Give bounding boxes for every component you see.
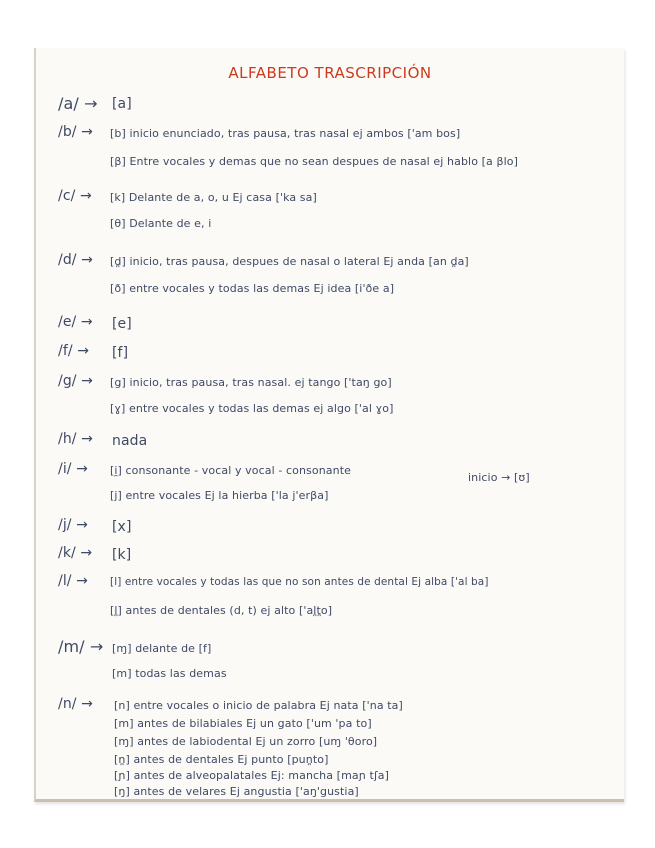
phoneme-j-rule-1: [x]: [112, 519, 132, 535]
phoneme-a-label: /a/ →: [58, 94, 98, 113]
phoneme-a-rule-1: [a]: [112, 96, 132, 112]
phoneme-d-rule-1: [d̪] inicio, tras pausa, despues de nasal o lateral Ej anda [an d̪a]: [110, 255, 469, 268]
phoneme-i-label: /i/ →: [58, 461, 89, 477]
phoneme-g-label: /g/ →: [58, 373, 94, 389]
phoneme-h-label: /h/ →: [58, 431, 93, 447]
phoneme-l-label: /l/ →: [58, 573, 89, 589]
phoneme-c-label: /c/ →: [58, 188, 92, 204]
phoneme-e-label: /e/ →: [58, 314, 93, 330]
phoneme-f-label: /f/ →: [58, 343, 90, 359]
phoneme-l-rule-2: [l̪] antes de dentales (d, t) ej alto ['al̪t̪o]: [110, 604, 333, 617]
phoneme-b-label: /b/ →: [58, 124, 94, 140]
phoneme-e-rule-1: [e]: [112, 316, 132, 332]
phoneme-f-rule-1: [f]: [112, 345, 129, 361]
page-title: ALFABETO TRASCRIPCIÓN: [228, 64, 432, 82]
phoneme-n-rule-6: [ŋ] antes de velares Ej angustia ['aŋ'gustia]: [114, 785, 359, 798]
phoneme-n-rule-4: [n̪] antes de dentales Ej punto [pun̪to]: [114, 753, 329, 766]
phoneme-n-rule-5: [ɲ] antes de alveopalatales Ej: mancha [maɲ tʃa]: [114, 769, 389, 782]
phoneme-j-label: /j/ →: [58, 517, 89, 533]
phoneme-c-rule-1: [k] Delante de a, o, u Ej casa ['ka sa]: [110, 191, 317, 204]
phoneme-k-rule-1: [k]: [112, 547, 132, 563]
phoneme-i-rule-2: [j] entre vocales Ej la hierba ['la j'erβa]: [110, 489, 329, 502]
phoneme-c-rule-2: [θ] Delante de e, i: [110, 217, 212, 230]
phoneme-b-rule-2: [β] Entre vocales y demas que no sean despues de nasal ej hablo [a βlo]: [110, 155, 518, 168]
phoneme-i-rule-1: [i̯] consonante - vocal y vocal - consonante: [110, 464, 351, 477]
phoneme-m-label: /m/ →: [58, 637, 104, 656]
phoneme-b-rule-1: [b] inicio enunciado, tras pausa, tras nasal ej ambos ['am bos]: [110, 127, 461, 140]
phoneme-m-rule-2: [m] todas las demas: [112, 667, 227, 680]
phoneme-d-rule-2: [ð] entre vocales y todas las demas Ej idea [i'ðe a]: [110, 282, 395, 295]
phoneme-k-label: /k/ →: [58, 545, 93, 561]
phoneme-n-rule-1: [n] entre vocales o inicio de palabra Ej nata ['na ta]: [114, 699, 403, 712]
notebook-page: [34, 48, 624, 802]
phoneme-i-side-note: inicio → [ʊ]: [468, 471, 530, 484]
phoneme-n-rule-3: [ɱ] antes de labiodental Ej un zorro [uɱ 'θoro]: [114, 735, 378, 748]
phoneme-g-rule-2: [ɣ] entre vocales y todas las demas ej algo ['al ɣo]: [110, 402, 394, 415]
phoneme-n-label: /n/ →: [58, 696, 93, 712]
phoneme-g-rule-1: [g] inicio, tras pausa, tras nasal. ej tango ['taŋ go]: [110, 376, 392, 389]
phoneme-m-rule-1: [ɱ] delante de [f]: [112, 642, 212, 655]
phoneme-d-label: /d/ →: [58, 252, 94, 268]
phoneme-l-rule-1: [l] entre vocales y todas las que no son antes de dental Ej alba ['al ba]: [110, 576, 489, 588]
phoneme-h-rule-1: nada: [112, 433, 148, 449]
phoneme-n-rule-2: [m] antes de bilabiales Ej un gato ['um 'pa to]: [114, 717, 372, 730]
